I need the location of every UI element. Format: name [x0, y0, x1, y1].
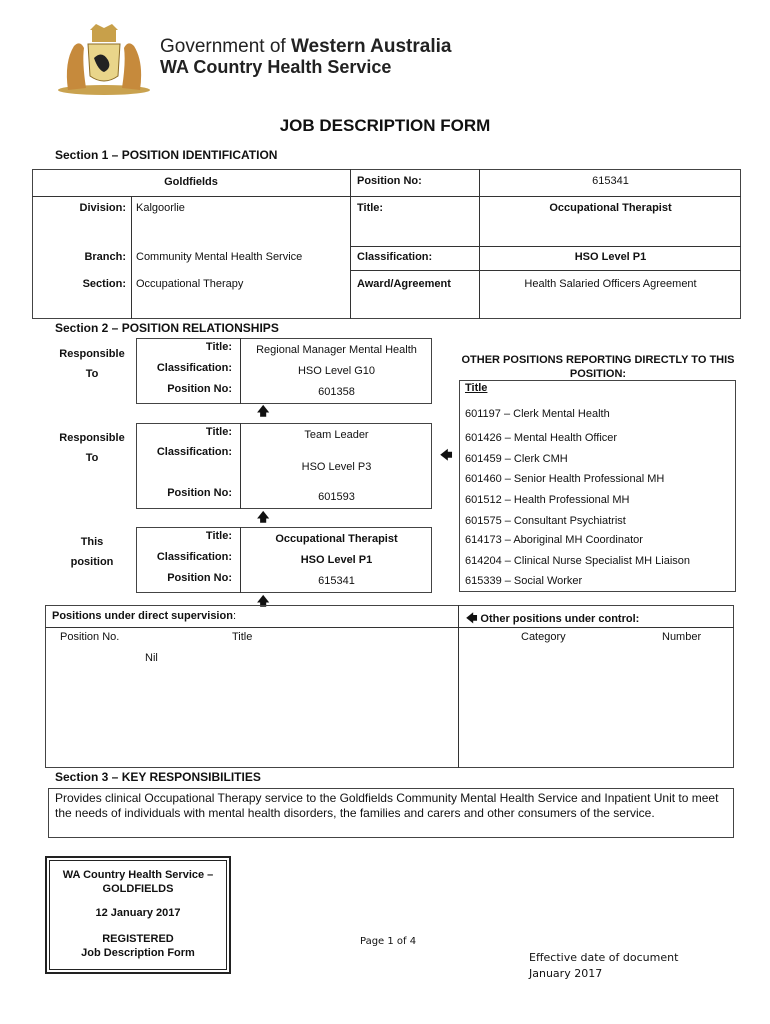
division-label: Division:: [79, 202, 126, 214]
list-item: 601460 – Senior Health Professional MH: [465, 473, 665, 485]
arrow-up-icon: 🡅: [257, 510, 270, 524]
stamp-line2: GOLDFIELDS: [102, 883, 174, 895]
title-value: Occupational Therapist: [549, 202, 672, 214]
section3-heading: Section 3 – KEY RESPONSIBILITIES: [55, 770, 261, 784]
supervision-label: Positions under direct supervision:: [52, 610, 236, 622]
classification-label: Classification:: [357, 251, 433, 263]
classification-value: HSO Level P1: [574, 251, 647, 263]
responsible-to-label-1: Responsible To: [59, 348, 125, 380]
responsible-to-label-2: Responsible To: [59, 432, 125, 464]
box1-position-no: 601358: [318, 386, 355, 398]
col-title: Title: [232, 631, 253, 643]
form-title: JOB DESCRIPTION FORM: [279, 116, 491, 135]
supervision-table: [45, 605, 734, 768]
col-number: Number: [662, 631, 702, 643]
position-identification-table: [32, 169, 741, 319]
arrow-up-icon: 🡅: [257, 404, 270, 418]
award-value: Health Salaried Officers Agreement: [524, 278, 697, 290]
division-value: Kalgoorlie: [136, 202, 185, 214]
other-control-label: 🡄 Other positions under control:: [466, 613, 640, 625]
supervision-nil: Nil: [145, 652, 158, 664]
service-title: WA Country Health Service: [160, 57, 392, 77]
page-number: Page 1 of 4: [360, 936, 417, 947]
list-item: 601459 – Clerk CMH: [465, 453, 568, 465]
box2-title: Team Leader: [304, 429, 369, 441]
effective-date: January 2017: [529, 967, 603, 980]
list-item: 614204 – Clinical Nurse Specialist MH Liaison: [465, 555, 691, 567]
position-no-value: 615341: [592, 175, 629, 187]
list-item: 601575 – Consultant Psychiatrist: [465, 515, 626, 527]
section1-heading: Section 1 – POSITION IDENTIFICATION: [55, 148, 278, 162]
col-category: Category: [521, 631, 566, 643]
section-label: Section:: [82, 278, 126, 290]
title-label: Title:: [357, 202, 384, 214]
box2-classification: HSO Level P3: [301, 461, 372, 473]
other-positions-title-label: Title: [465, 382, 488, 394]
stamp-line3: REGISTERED: [102, 933, 174, 945]
position-no-label: Position No:: [357, 175, 422, 187]
stamp-line4: Job Description Form: [81, 947, 195, 959]
key-responsibilities-text: Provides clinical Occupational Therapy service to the Goldfields Community Mental Health Service and Inpatient Unit to meet the needs of individuals with mental health disorders, the families and carers and other consumers of the service.: [55, 791, 719, 820]
stamp-date: 12 January 2017: [95, 907, 181, 919]
crest-logo: [54, 22, 154, 98]
section-value: Occupational Therapy: [136, 278, 244, 290]
list-item: 615339 – Social Worker: [465, 575, 583, 587]
col-position-no: Position No.: [60, 631, 120, 643]
list-item: 601512 – Health Professional MH: [465, 494, 630, 506]
government-title: Government of Western Australia: [160, 36, 452, 57]
box3-title: Occupational Therapist: [275, 533, 398, 545]
stamp-line1: WA Country Health Service –: [62, 869, 214, 881]
box3-classification: HSO Level P1: [300, 554, 373, 566]
list-item: 601197 – Clerk Mental Health: [465, 408, 610, 420]
section2-heading: Section 2 – POSITION RELATIONSHIPS: [55, 321, 279, 335]
box1-classification: HSO Level G10: [297, 365, 376, 377]
box2-position-no: 601593: [318, 491, 355, 503]
branch-label: Branch:: [84, 251, 126, 263]
region-name: Goldfields: [164, 176, 218, 188]
list-item: 601426 – Mental Health Officer: [465, 432, 618, 444]
box3-position-no: 615341: [318, 575, 355, 587]
arrow-up-icon: 🡅: [257, 594, 270, 608]
list-item: 614173 – Aboriginal MH Coordinator: [465, 534, 643, 546]
arrow-left-icon: 🡄: [440, 448, 453, 462]
effective-date-label: Effective date of document: [529, 951, 679, 964]
box1-title: Regional Manager Mental Health: [256, 344, 417, 356]
branch-value: Community Mental Health Service: [136, 251, 303, 263]
award-label: Award/Agreement: [357, 278, 451, 290]
this-position-label: This position: [70, 536, 114, 568]
other-positions-heading: OTHER POSITIONS REPORTING DIRECTLY TO THIS POSITION:: [461, 354, 735, 380]
